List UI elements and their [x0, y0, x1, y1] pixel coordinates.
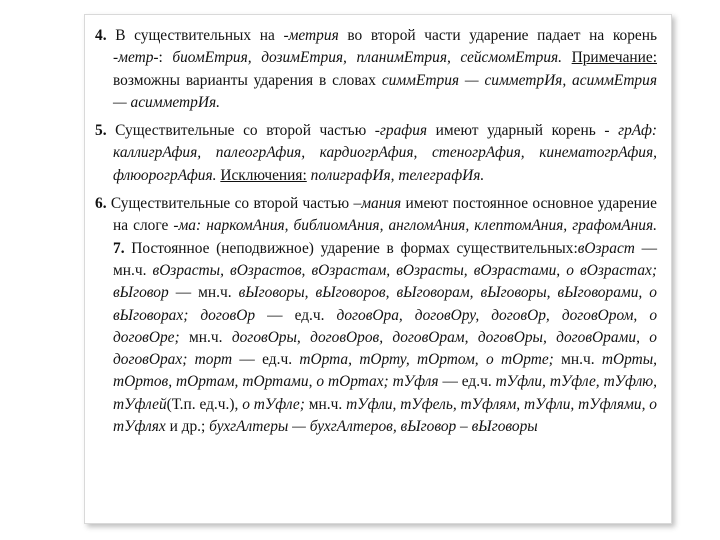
- item-number-4: 4.: [95, 27, 107, 44]
- paragraph-4: 4. В существительных на -метрия во второй части ударение падает на корень -метр-: биомЕтрия, дозимЕтрия, планимЕтрия, сейсмомЕтрия. Примечание: возможны варианты ударения в словах симмЕтрия — симметрИя, асиммЕтрия — асимметрИя.: [95, 27, 657, 111]
- item-number-6: 6.: [95, 195, 107, 213]
- paragraph-5: 5. Существительные со второй частью -графия имеют ударный корень - грАф: каллигрАфия, палеогрАфия, кардиогрАфия, стеногрАфия, кинематогрАфия, флюорогрАфия. Исключения: полиграфИя, телеграфИя.: [95, 122, 657, 184]
- text-content-box: [84, 14, 672, 524]
- paragraph-6-7: 6. Существительные со второй частью –мания имеют постоянное основное ударение на слоге -ма: наркомАния, библиомАния, англомАния, клептомАния, графомАния. 7. Постоянное (неподвижное) ударение в формах существительных:вОзраст — мн.ч. вОзрасты, вОзрастов, вОзрастам, вОзрасты, вОзрастами, о вОзрастах; вЫговор — мн.ч. вЫговоры, вЫговоров, вЫговорам, вЫговоры, вЫговорами, о вЫговорах; договОр — ед.ч. договОра, договОру, договОр, договОром, о договОре; мн.ч. договОры, договОров, договОрам, договОры, договОрами, о договОрах; торт — ед.ч. тОрта, тОрту, тОртом, о тОрте; мн.ч. тОрты, тОртов, тОртам, тОртами, о тОртах; тУфля — ед.ч. тУфли, тУфле, тУфлю, тУфлей(Т.п. ед.ч.), о тУфле; мн.ч. тУфли, тУфель, тУфлям, тУфли, тУфлями, о тУфлях и др.; бухгАлтеры — бухгАлтеров, вЫговор – вЫговоры: [95, 195, 658, 436]
- item-number-5: 5.: [95, 122, 107, 140]
- item-number-7: 7.: [113, 239, 125, 257]
